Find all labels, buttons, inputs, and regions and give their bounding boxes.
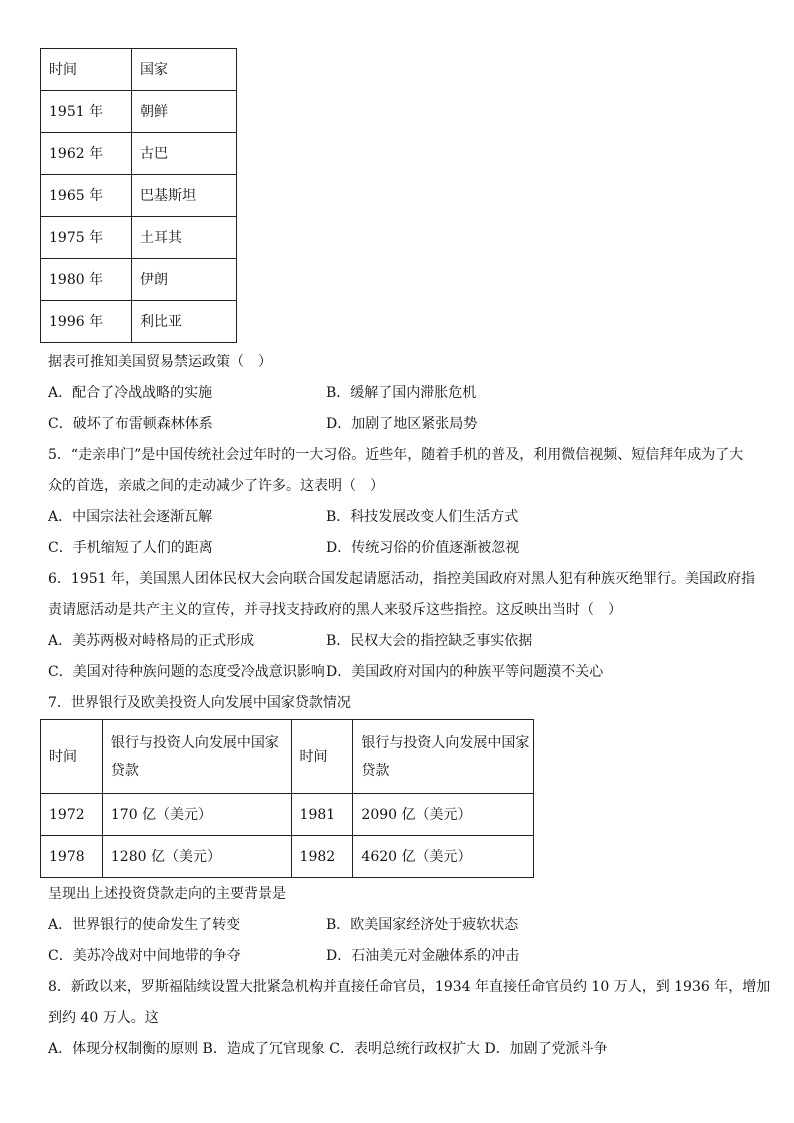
table-row — [41, 217, 237, 259]
table-cell: 1965 年 — [41, 175, 132, 217]
table-cell: 170 亿（美元） — [102, 794, 291, 836]
q6-option-c[interactable]: C．美国对待种族问题的态度受冷战意识影响 — [48, 664, 325, 680]
table-cell: 1981 — [291, 794, 353, 836]
table-cell: 利比亚 — [132, 301, 237, 343]
table-cell: 1975 年 — [41, 217, 132, 259]
q7-option-a[interactable]: A．世界银行的使命发生了转变 — [48, 917, 241, 933]
table-cell: 伊朗 — [132, 259, 237, 301]
table-cell: 1980 年 — [41, 259, 132, 301]
table-header-row — [41, 49, 237, 91]
q5-stem-line1: 5．“走亲串门”是中国传统社会过年时的一大习俗。近些年，随着手机的普及，利用微信视频、短信拜年成为了大 — [48, 447, 744, 463]
table-row — [41, 794, 534, 836]
q6-option-d[interactable]: D．美国政府对国内的种族平等问题漠不关心 — [326, 664, 604, 680]
table-cell: 古巴 — [132, 133, 237, 175]
q6-option-a[interactable]: A．美苏两极对峙格局的正式形成 — [48, 633, 255, 649]
table-header-cell: 时间 — [41, 720, 103, 794]
q4-option-a[interactable]: A．配合了冷战战略的实施 — [48, 385, 213, 401]
table-header-cell: 国家 — [132, 49, 237, 91]
table-cell: 1280 亿（美元） — [102, 836, 291, 878]
table-cell: 土耳其 — [132, 217, 237, 259]
table-cell: 4620 亿（美元） — [353, 836, 534, 878]
q6-stem-line1: 6．1951 年，美国黑人团体民权大会向联合国发起请愿活动，指控美国政府对黑人犯有种族灭绝罪行。美国政府指 — [48, 571, 755, 587]
table-cell: 1972 — [41, 794, 103, 836]
table-row — [41, 836, 534, 878]
q7-option-b[interactable]: B．欧美国家经济处于疲软状态 — [326, 917, 519, 933]
table-header-cell: 银行与投资人向发展中国家贷款 — [353, 720, 534, 794]
q8-stem-line2: 到约 40 万人。这 — [48, 1010, 159, 1026]
q7-option-d[interactable]: D．石油美元对金融体系的冲击 — [326, 948, 520, 964]
q5-option-a[interactable]: A．中国宗法社会逐渐瓦解 — [48, 509, 213, 525]
table-cell: 1978 — [41, 836, 103, 878]
loan-table — [40, 719, 534, 878]
table-header-cell: 银行与投资人向发展中国家贷款 — [102, 720, 291, 794]
table-header-row — [41, 720, 534, 794]
table-cell: 朝鲜 — [132, 91, 237, 133]
q5-option-c[interactable]: C．手机缩短了人们的距离 — [48, 540, 213, 556]
q7-question: 呈现出上述投资贷款走向的主要背景是 — [48, 886, 286, 902]
q4-option-d[interactable]: D．加剧了地区紧张局势 — [326, 416, 478, 432]
table-header-cell: 时间 — [291, 720, 353, 794]
table-row — [41, 133, 237, 175]
q5-stem-line2: 众的首选，亲戚之间的走动减少了许多。这表明（ ） — [48, 478, 384, 494]
table-row — [41, 259, 237, 301]
q5-option-b[interactable]: B．科技发展改变人们生活方式 — [326, 509, 519, 525]
table-cell: 1996 年 — [41, 301, 132, 343]
table-row — [41, 301, 237, 343]
q5-option-d[interactable]: D．传统习俗的价值逐渐被忽视 — [326, 540, 520, 556]
table-cell: 2090 亿（美元） — [353, 794, 534, 836]
q7-stem: 7．世界银行及欧美投资人向发展中国家贷款情况 — [48, 695, 351, 711]
q8-options-line[interactable]: A．体现分权制衡的原则 B．造成了冗官现象 C．表明总统行政权扩大 D．加剧了党派斗争 — [48, 1041, 608, 1057]
table-row — [41, 175, 237, 217]
q8-stem-line1: 8．新政以来，罗斯福陆续设置大批紧急机构并直接任命官员，1934 年直接任命官员约 10 万人，到 1936 年，增加 — [48, 979, 771, 995]
q7-option-c[interactable]: C．美苏冷战对中间地带的争夺 — [48, 948, 241, 964]
table-cell: 1951 年 — [41, 91, 132, 133]
q4-option-c[interactable]: C．破坏了布雷顿森林体系 — [48, 416, 213, 432]
q6-stem-line2: 责请愿活动是共产主义的宣传，并寻找支持政府的黑人来驳斥这些指控。这反映出当时（ ） — [48, 602, 622, 618]
q6-option-b[interactable]: B．民权大会的指控缺乏事实依据 — [326, 633, 533, 649]
table-row — [41, 91, 237, 133]
table-cell: 巴基斯坦 — [132, 175, 237, 217]
embargo-table — [40, 48, 237, 343]
q4-stem: 据表可推知美国贸易禁运政策（ ） — [48, 354, 272, 370]
table-cell: 1982 — [291, 836, 353, 878]
table-cell: 1962 年 — [41, 133, 132, 175]
q4-option-b[interactable]: B．缓解了国内滞胀危机 — [326, 385, 477, 401]
table-header-cell: 时间 — [41, 49, 132, 91]
